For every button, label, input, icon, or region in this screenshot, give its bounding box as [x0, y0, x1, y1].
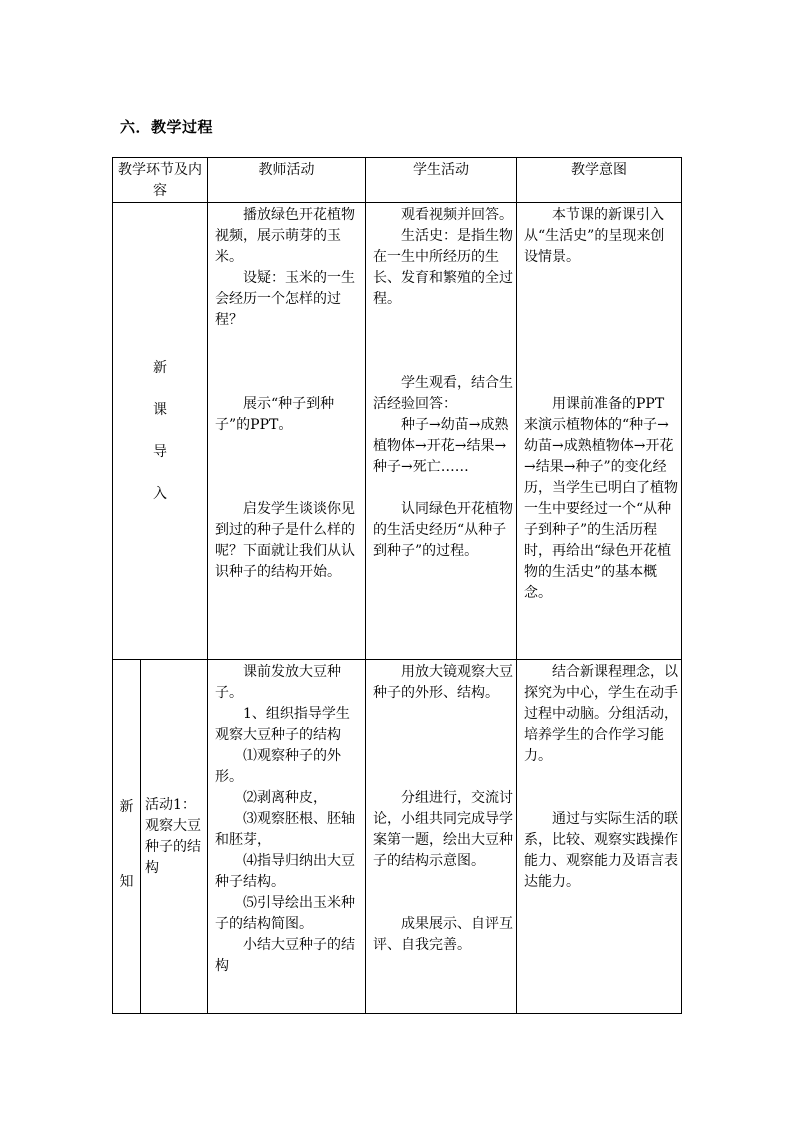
intro-row [113, 203, 682, 660]
teacher-text: 启发学生谈谈你见到过的种子是什么样的呢？下面就让我们从认识种子的结构开始。 [215, 501, 355, 580]
table-header-row [113, 158, 682, 203]
teacher-text: 展示“种子到种子”的PPT。 [215, 396, 335, 433]
teacher-text: ⑴观察种子的外形。 [215, 748, 341, 785]
teacher-text: 小结大豆种子的结构 [215, 937, 355, 974]
teacher-text: ⑶观察胚根、胚轴和胚芽， [215, 811, 355, 848]
newknow-student-activity [366, 660, 517, 1014]
teaching-process-table [112, 157, 682, 1014]
student-text: 分组进行，交流讨论，小组共同完成导学案第一题，绘出大豆种子的结构示意图。 [373, 790, 513, 869]
header-stage: 教学环节及内容 [113, 158, 208, 203]
newknow-teacher-activity [208, 660, 366, 1014]
student-text: 生活史：是指生物在一生中所经历的生长、发育和繁殖的全过程。 [373, 228, 513, 307]
student-text: 学生观看，结合生活经验回答： [373, 375, 513, 412]
student-text: 成果展示、自评互评、自我完善。 [373, 916, 513, 953]
intro-student-activity [366, 203, 517, 660]
student-text: 认同绿色开花植物的生活史经历“从种子到种子”的过程。 [373, 501, 513, 559]
header-teacher: 教师活动 [208, 158, 366, 203]
student-text: 观看视频并回答。 [401, 207, 513, 223]
teacher-text: 1、组织指导学生观察大豆种子的结构 [215, 706, 350, 743]
header-intent: 教学意图 [517, 158, 682, 203]
new-knowledge-row [113, 660, 682, 1014]
teacher-text: ⑷指导归纳出大豆种子结构。 [215, 853, 355, 890]
student-text: 用放大镜观察大豆种子的外形、结构。 [373, 664, 513, 701]
stage-new-knowledge: 新 知 [113, 660, 141, 1014]
teacher-text: ⑸引导绘出玉米种子的结构简图。 [215, 895, 355, 932]
intent-text: 结合新课程理念，以探究为中心，学生在动手过程中动脑。分组活动，培养学生的合作学习能力。 [524, 664, 678, 764]
teacher-text: 课前发放大豆种子。 [215, 664, 341, 701]
intro-teaching-intent [517, 203, 682, 660]
activity-1-label: 活动1：观察大豆种子的结构 [141, 660, 208, 1014]
teacher-text: 设疑：玉米的一生会经历一个怎样的过程？ [215, 270, 355, 328]
intro-teacher-activity [208, 203, 366, 660]
stage-new-lesson-intro: 新 课 导 入 [113, 203, 208, 660]
section-title: 六．教学过程 [120, 118, 214, 136]
teacher-text: ⑵剥离种皮， [243, 790, 327, 806]
intent-text: 通过与实际生活的联系，比较、观察实践操作能力、观察能力及语言表达能力。 [524, 811, 678, 890]
header-student: 学生活动 [366, 158, 517, 203]
intent-text: 本节课的新课引入从“生活史”的呈现来创设情景。 [524, 207, 665, 265]
teacher-text: 播放绿色开花植物视频，展示萌芽的玉米。 [215, 207, 355, 265]
newknow-teaching-intent [517, 660, 682, 1014]
intent-text: 用课前准备的PPT来演示植物体的“种子→幼苗→成熟植物体→开花→结果→种子”的变化经历，当学生已明白了植物一生中要经过一个“从种子到种子”的生活历程时，再给出“绿色开花植物的生活史”的基本概念。 [524, 396, 678, 601]
student-text: 种子→幼苗→成熟植物体→开花→结果→种子→死亡…… [373, 417, 509, 475]
